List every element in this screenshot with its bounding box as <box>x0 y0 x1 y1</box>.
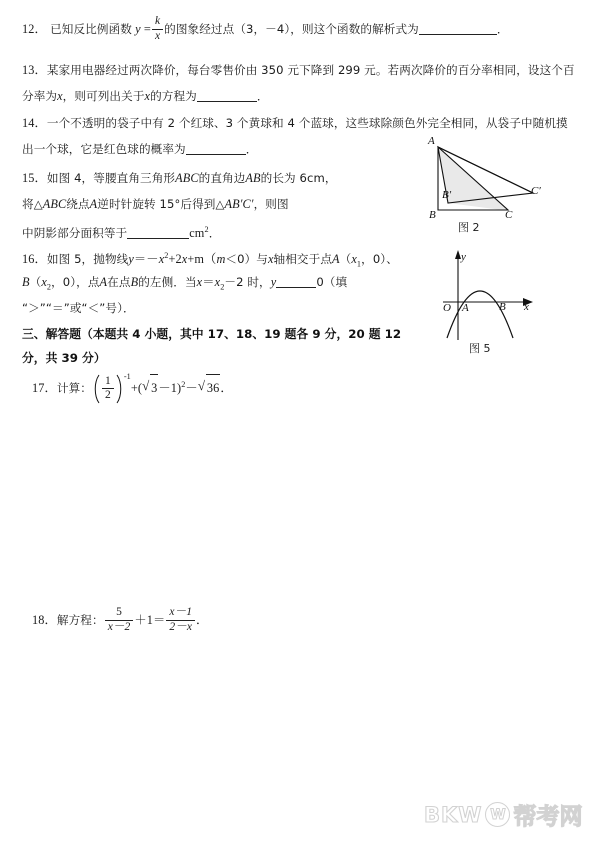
question-16-text-f: ，0），点 <box>51 275 100 289</box>
question-16-text-i: －2 时， <box>224 275 271 289</box>
watermark-content <box>424 798 582 831</box>
question-13-text-c: 的方程为 <box>150 89 197 103</box>
question-14-answer-blank[interactable] <box>186 154 246 155</box>
question-12-var-y: y <box>135 22 141 36</box>
label-point-a: A <box>428 135 435 147</box>
question-18-left-denominator: x－2 <box>107 620 131 633</box>
section-heading-line-1: 三、解答题（本题共 4 小题，其中 17、18、19 题各 9 分，20 题 12 <box>22 327 402 341</box>
question-16-text-d: ，0）、 <box>361 252 398 267</box>
question-16-line-3 <box>22 295 135 321</box>
question-18-fraction-right <box>166 606 195 633</box>
question-16-var-m: m <box>216 252 226 267</box>
question-15-point-a: A <box>89 197 98 211</box>
question-15-segment-ab: AB <box>245 171 261 185</box>
question-16-sub-1: 1 <box>356 259 362 269</box>
question-16-var-y: y <box>128 252 134 267</box>
label-point-b: B <box>429 209 436 221</box>
question-13-text-a: 分率为 <box>22 89 58 103</box>
question-17-frac-denominator: 2 <box>105 388 111 401</box>
question-16-point-b-2: B <box>130 275 139 289</box>
question-17-minus: － <box>185 381 198 396</box>
label-origin-o: O <box>443 302 451 314</box>
question-12-frac-numerator: k <box>152 15 163 29</box>
question-15-line-1 <box>22 165 337 191</box>
question-15-text-g: ，则图 <box>253 197 289 211</box>
question-15-text-a: 如图 4，等腰直角三角形 <box>46 171 176 185</box>
question-18-right-numerator: x－1 <box>166 606 195 620</box>
question-13-line-1 <box>22 57 575 83</box>
left-paren-icon <box>92 374 101 404</box>
question-17-fraction <box>102 375 114 402</box>
question-17-paren-group <box>92 374 124 404</box>
question-17-period: ． <box>220 381 233 396</box>
watermark-letters: BKW <box>424 802 483 827</box>
question-16-number: 16． <box>22 252 47 267</box>
figure-2-caption: 图 2 <box>458 221 480 234</box>
question-16-sub-2b: 2 <box>220 282 225 292</box>
question-14-period: ． <box>245 142 258 156</box>
question-15-text-f: 逆时针旋转 15°后得到△ <box>97 197 225 211</box>
question-15-triangle-abc: ABC <box>175 171 199 185</box>
question-12-text-a: 已知反比例函数 <box>50 22 132 36</box>
question-16-eq-neg: ＝－ <box>133 252 159 267</box>
question-13-text-line1: 某家用电器经过两次降价，每台零售价由 350 元下降到 299 元。若两次降价的百分率相同，设这个百 <box>46 63 575 77</box>
figure-5-caption: 图 5 <box>469 342 491 355</box>
question-16-var-x-linear: x <box>181 252 188 267</box>
parabola-curve <box>447 291 513 338</box>
question-14-line-2 <box>22 136 257 162</box>
question-16-var-x-sq: x <box>158 252 165 267</box>
question-16-x-eq: x <box>196 275 203 289</box>
label-point-c: C <box>505 209 513 221</box>
question-16-plus-m: +m（ <box>187 252 217 267</box>
figure-triangle-rotation <box>420 133 585 238</box>
question-15-period: ． <box>208 226 221 241</box>
question-15-unit-exponent: 2 <box>204 225 209 234</box>
question-16-m-less-zero: ＜0）与 <box>225 252 268 267</box>
question-16-text-e: （ <box>29 275 42 289</box>
question-13-var-x2: x <box>144 89 151 103</box>
question-12-number: 12． <box>22 22 47 36</box>
question-13-number: 13． <box>22 63 47 77</box>
question-16-exponent-2: 2 <box>164 251 169 260</box>
triangle-rotation-svg <box>420 133 585 238</box>
question-18-right-denominator: 2－x <box>169 620 193 633</box>
watermark-logo-icon: W <box>485 802 510 827</box>
question-17-sqrt-3-radicand: 3 <box>150 374 158 401</box>
question-16-x2: x <box>41 275 47 289</box>
question-17-plus-paren: +( <box>130 381 143 396</box>
watermark-bangkaowang <box>424 798 582 831</box>
question-18-left-numerator: 5 <box>105 606 134 620</box>
question-18 <box>32 607 208 635</box>
question-16-sub-2: 2 <box>46 282 52 292</box>
question-17-square: 2 <box>181 380 186 389</box>
question-17-sqrt-36 <box>198 374 221 401</box>
label-axis-y: y <box>461 251 466 263</box>
question-18-label: 解方程： <box>56 613 104 627</box>
question-15-text-d: 将△ <box>22 197 43 211</box>
question-17-frac-numerator: 1 <box>102 375 114 389</box>
right-paren-icon <box>115 374 124 404</box>
question-12 <box>22 16 509 44</box>
label-point-b-prime: B′ <box>442 189 452 201</box>
label-point-a: A <box>462 302 469 314</box>
question-15-triangle-abc-2: ABC <box>42 197 67 211</box>
question-14-number: 14． <box>22 116 47 130</box>
question-12-equals: = <box>143 22 151 36</box>
question-16-text-j: “＞”“＝”或“＜”号）． <box>22 301 135 315</box>
question-16-point-a: A <box>332 252 340 267</box>
question-16-x1: x <box>351 252 357 267</box>
question-12-answer-blank[interactable] <box>419 34 497 35</box>
question-12-frac-denominator: x <box>154 29 161 42</box>
question-15-text-c: 的长为 6cm， <box>260 171 337 185</box>
question-15-triangle-abprimecprime: AB′C′ <box>224 197 254 211</box>
question-18-fraction-left <box>105 606 134 633</box>
question-16-text-g: 在点 <box>107 275 131 289</box>
question-16-x-axis: x <box>267 252 274 267</box>
question-13-var-x1: x <box>57 89 63 103</box>
question-18-plus-one-equals: ＋1＝ <box>134 613 166 627</box>
question-17-sqrt-3 <box>142 374 158 401</box>
question-18-period: ． <box>196 613 209 627</box>
question-13-line-2 <box>22 83 269 109</box>
question-15-answer-blank[interactable] <box>127 238 189 239</box>
label-point-b: B <box>499 301 506 313</box>
watermark-chinese-text: 帮考网 <box>513 804 583 830</box>
question-13-text-b: ，则可列出关于 <box>62 89 145 103</box>
question-16-var-y-2: y <box>270 275 277 289</box>
question-15-text-b: 的直角边 <box>198 171 246 185</box>
question-13-answer-blank[interactable] <box>197 101 257 102</box>
question-16-text-a: 如图 5，抛物线 <box>46 252 129 267</box>
question-16-text-c: （ <box>339 252 352 267</box>
question-17-exponent: -1 <box>123 372 131 381</box>
question-14-text-line2: 出一个球，它是红色球的概率为 <box>22 142 186 156</box>
question-16-text-h: 的左侧．当 <box>138 275 197 289</box>
question-15-line-2 <box>22 191 289 217</box>
label-axis-x: x <box>524 301 529 313</box>
question-17-number: 17． <box>32 381 57 396</box>
question-12-text-b: 的图象经过点（3，－4），则这个函数的解析式为 <box>164 22 419 36</box>
question-12-period: ． <box>496 22 509 36</box>
question-16-answer-blank[interactable] <box>276 287 316 288</box>
question-15-number: 15． <box>22 171 47 185</box>
question-14-text-line1: 一个不透明的袋子中有 2 个红球、3 个黄球和 4 个蓝球，这些球除颜色外完全相同，从袋子中随机摸 <box>46 116 568 130</box>
question-16-plus-2: +2 <box>168 252 182 267</box>
question-16-equals: ＝ <box>202 275 215 289</box>
question-16-x2-b: x <box>214 275 221 289</box>
question-15-text-e: 绕点 <box>66 197 90 211</box>
label-point-c-prime: C′ <box>531 185 541 197</box>
question-17-sqrt-36-radicand: 36 <box>206 374 221 401</box>
question-16-compare-zero: 0（填 <box>316 275 348 289</box>
question-17-label: 计算： <box>56 381 92 396</box>
question-16-point-a-2: A <box>99 275 108 289</box>
section-heading-line-2: 分，共 39 分） <box>22 351 106 365</box>
question-17-minus-one: －1) <box>158 381 182 396</box>
question-16-text-b: 轴相交于点 <box>273 252 333 267</box>
figure-parabola <box>425 248 585 353</box>
question-17 <box>32 372 233 404</box>
question-18-number: 18． <box>32 613 57 627</box>
question-16-point-b: B <box>22 275 30 289</box>
question-15-unit: cm <box>189 226 205 241</box>
section-heading <box>22 322 401 370</box>
question-15-line-3 <box>22 217 220 246</box>
question-13-period: ． <box>256 89 269 103</box>
question-15-text-h: 中阴影部分面积等于 <box>22 226 128 241</box>
question-12-fraction <box>152 15 163 42</box>
